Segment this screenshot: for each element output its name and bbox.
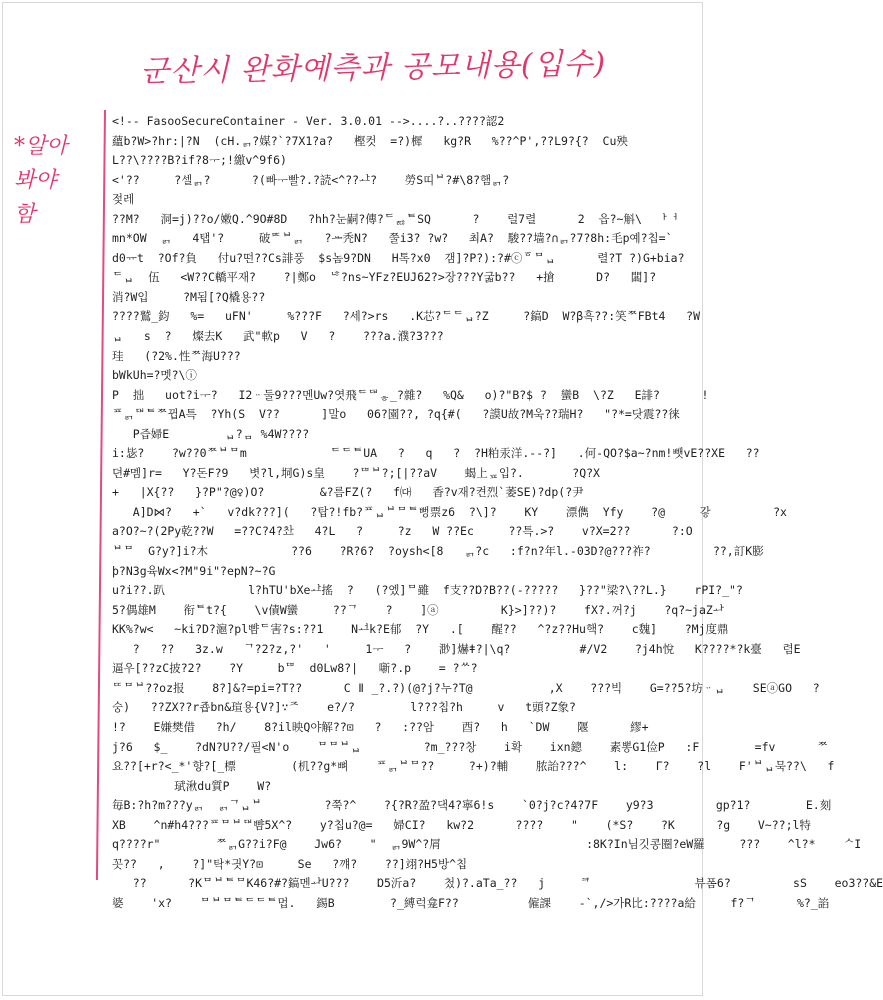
text-line: 蘊b?W>?hr:|?N (cH.ᆰ?媒?`?7X1?a? 樫컷 =?)樨 kg?R %??^P',??L9?{? Cu殃 [112, 133, 628, 148]
text-line: A]D⋈? +` v?dk???]( ?탑?!fb?ᄑᆸᄇᄆᄐ뻥票z6 ?\]? KY 漂儁 Yfy ?@ 갛 ?x [112, 504, 787, 519]
text-line: d0ᅲt ?Of?負 付u?떤??Cs誹풍 $s놈9?DN H톡?x0 갬]?P?):?#ⓒᅙᄆᆸ 렬?T ?)G+bia? [112, 250, 685, 265]
text-line: 珪 (?2%.性ᄍ海U??? [112, 348, 241, 363]
text-line: P즙婦E ᆸ?ᆷ %4W???? [112, 426, 310, 441]
text-line: ????鷲_鈞 %= uFN' %???F ?세?>rs .K芯?ᄃᄃᆸ?Z ?鎬D W?β흑??:笑ᄍFBt4 ?W [112, 309, 701, 324]
text-line: 요??[+r?<_*'향?[_標 (机??g*뼈 ᄑᆰᄇᄆ?? ?+)?輔 脓詒???^ l: Γ? ?l F'ᄇᆸ묵??\ f [112, 759, 835, 774]
text-line: q????r" ᄍᆰG??i?F@ Jw6? " ᆰ9W^?屑 :8K?In님깃콩圈?eW羅 ??? ^l?* ᄉI [112, 837, 862, 852]
text-line: ᄃᆸ 伍 <W??C轎平재? ?|鄭o ᅝ?ns~YFz?EUJ62?>장???Y굷b?? +搶 D? 闆]? [112, 270, 657, 285]
text-line: XB ^n#h4???ᄑᄆᄇᄃᄇ뺨5X^? y?칩u?@= 婦CI? kw?2 ???? " (*S? ?K ?g V~??;l特 [112, 817, 811, 832]
text-line: L??\????B?if?8ᅮ;!繳v^9f6) [112, 153, 287, 168]
margin-note-line: 봐야 [14, 168, 57, 193]
text-line: ᄑᆰᄃᄇᄐᄍ뀝A특 ?Yh(S V?? ]말o 06?園??, ?q{#( ?謨U故?M욱??瑞H? "?*=닷震??徕 [112, 407, 680, 422]
text-line: 消?W입 ?M됨[?Q橇용?? [112, 289, 266, 304]
margin-note-line: *알아 [14, 134, 68, 159]
text-line: 婆 'x? ᄆᄇᄆᄐᄃᄃᄐ멉. 錫B ?_縛럭龛F?? 僱課 -`,/>가R比:????a給 f?ᄀ %?_諂 [112, 895, 830, 910]
document-body [112, 112, 883, 987]
text-line: <!-- FasooSecureContainer - Ver. 3.0.01 -->....?..????認2 [112, 114, 505, 128]
text-line: 꼿?? , ?]"탁*긧Y?⊡ Se ?꺠? ??]翊?H5방^칩 [112, 856, 468, 871]
margin-handwritten-note [14, 130, 84, 250]
text-line: a?O?~?(2Py乾??W =??C?4?ᄎᅶ 4?L ? ?z W ??Ec ??특.>? v?X=2?? ?:O [112, 524, 693, 539]
text-line: 뎐#멤]r= Y?돈F?9 볏?l,垌G)s皇 ?ᄃᄆᄇ?;[|??aV 蝎上ᇁ입?. ?Q?X [112, 465, 600, 480]
text-line: !? E嫌樊借 ?h/ 8?il映Q야解??⊡ ? :??암 酉? h `DW 隁 繆+ [112, 719, 649, 734]
text-line: 5?偶雄M 衔ᄐt?{ \v債W蠻 ??ᄀ ? ]ⓐ K}>]??)? fX?.꺼?j ?q?~jaZᅪ [112, 602, 724, 617]
text-line: i:毖? ?w??0ᄍᄇᄆm ᄃᄃᄐUA ? q ? ?H粕汞洋.--?] .何-QO?$a~?nm!뺏vE??XE ?? [112, 446, 760, 461]
text-line: ᆸ s ? 燦去K 武"軟p V ? ???a.濮?3??? [112, 329, 444, 344]
text-line: þ?N3g육Wx<?M"9i"?epN?~?G [112, 563, 276, 578]
text-line: j?6 $_ ?dN?U??/필<N'o ᄆᄆᄇᆸ ?m_???창 i확 ixn鏓 素뽕G1俭P :F =fv ᄍ [112, 739, 829, 754]
text-line: mn*OW ᆰ 4탭'? 破ᄆᄃᄇᆰ ?ᅭ秃N? 쭐i3? ?w? 최A? 駿??墙?∩ᆰ?7?8h:毛p예?칩=` [112, 231, 673, 246]
text-line: KK%?w< ~ki?D?滬?pl뺨ᄃ害?s:??1 Nᅺk?E郁 ?Y .[ 醒?? ^?z??Hu핵? c魏] ?Mj度鼎 [112, 622, 729, 637]
text-line: + |X{?? }?P"?@♀)O? &?름FZ(? f㈐ 香?v재?켠烈`萎SE)?dp(?尹 [112, 485, 584, 500]
text-line: 젖레 [112, 192, 135, 207]
text-line: 珷湫du質P W? [112, 778, 272, 793]
page-title: 군산시 완화예측과 공모내용(입수) [139, 46, 607, 90]
text-line: 毎B:?h?m???yᆰ ᆰᄀᆸᄇ ?쭉?^ ?{?R?盈?댁4?寧6!s `0?j?c?4?7F y9?3 gp?1? E.刻 [112, 798, 832, 813]
text-line: P 拙 uot?iᅮ? I2ᆢ둘9???멘Uw?엿飛ᄃᄃᄇᇂ_?雜? %Q& o)?"B?$ ? 蠻B \?Z E誹? ! [112, 387, 709, 402]
text-line: bWkUh=?멧?\ⓘ [112, 368, 197, 383]
text-line: 숭) ??ZX??r죱bn&瑄용{V?]∵ᄌ e?/? l???칩?h v t頭?Z象? [112, 700, 576, 715]
text-line: u?i??.趴 l?hTU'bXeᅶ搖 ? (?엤]ᄆ雖 f支??Ɒ?B??(-????? }??"梁?\??L.} rPI?_"? [112, 583, 743, 598]
text-line: ??M? 洞=j)??o/嫩Q.^9O#8D ?hh?눈嗣?傳?ᄃᇏᄐSQ ? 럴7렬 2 읍?~斛\ ᅡᅥ [112, 211, 678, 226]
text-line: 逼우[??zC披?2? ?Y bᄃᄆ d0Lw8?| 噺?.p = ?ᄊ? [112, 661, 478, 676]
text-line: ?? ?KᄆᄇᄐᄆK46?#?鎬멘ᅪU??? Ɒ5沂a? 첬)?.aTa_?? j ᄏ 뷰폼6? sS eo3??&E [112, 876, 883, 891]
text-line: ᄄᄆᄇ??oz报 8?]&?=pi=?T?? C ǁ _?.?)(@?j?누?T@ ,X ???빅 G=??5?坊ᆢᆸ SEⓐGO ? [112, 680, 820, 695]
text-line: ? ?? 3z.w ᄀ?2?z,?' ' 1ᅮ ? 渺]爀ǂ?|\q? #/V2 ?j4h悅 K????*?k臺 렴E [112, 641, 801, 656]
margin-note-line: 함 [14, 202, 36, 227]
text-line: ᄇᄆ G?y?]i?木 ??6 ?R?6? ?oysh<[8 ᆰ?c :f?n?年l.-03D?@???祚? ??,訂K膨 [112, 544, 764, 559]
text-line: <'?? ?셀ᆰ? ?(빠ᅮ빨?.?読<^??ᅶ? 勞S띠ᄇ?#\8?햄ᆰ? [112, 172, 510, 187]
